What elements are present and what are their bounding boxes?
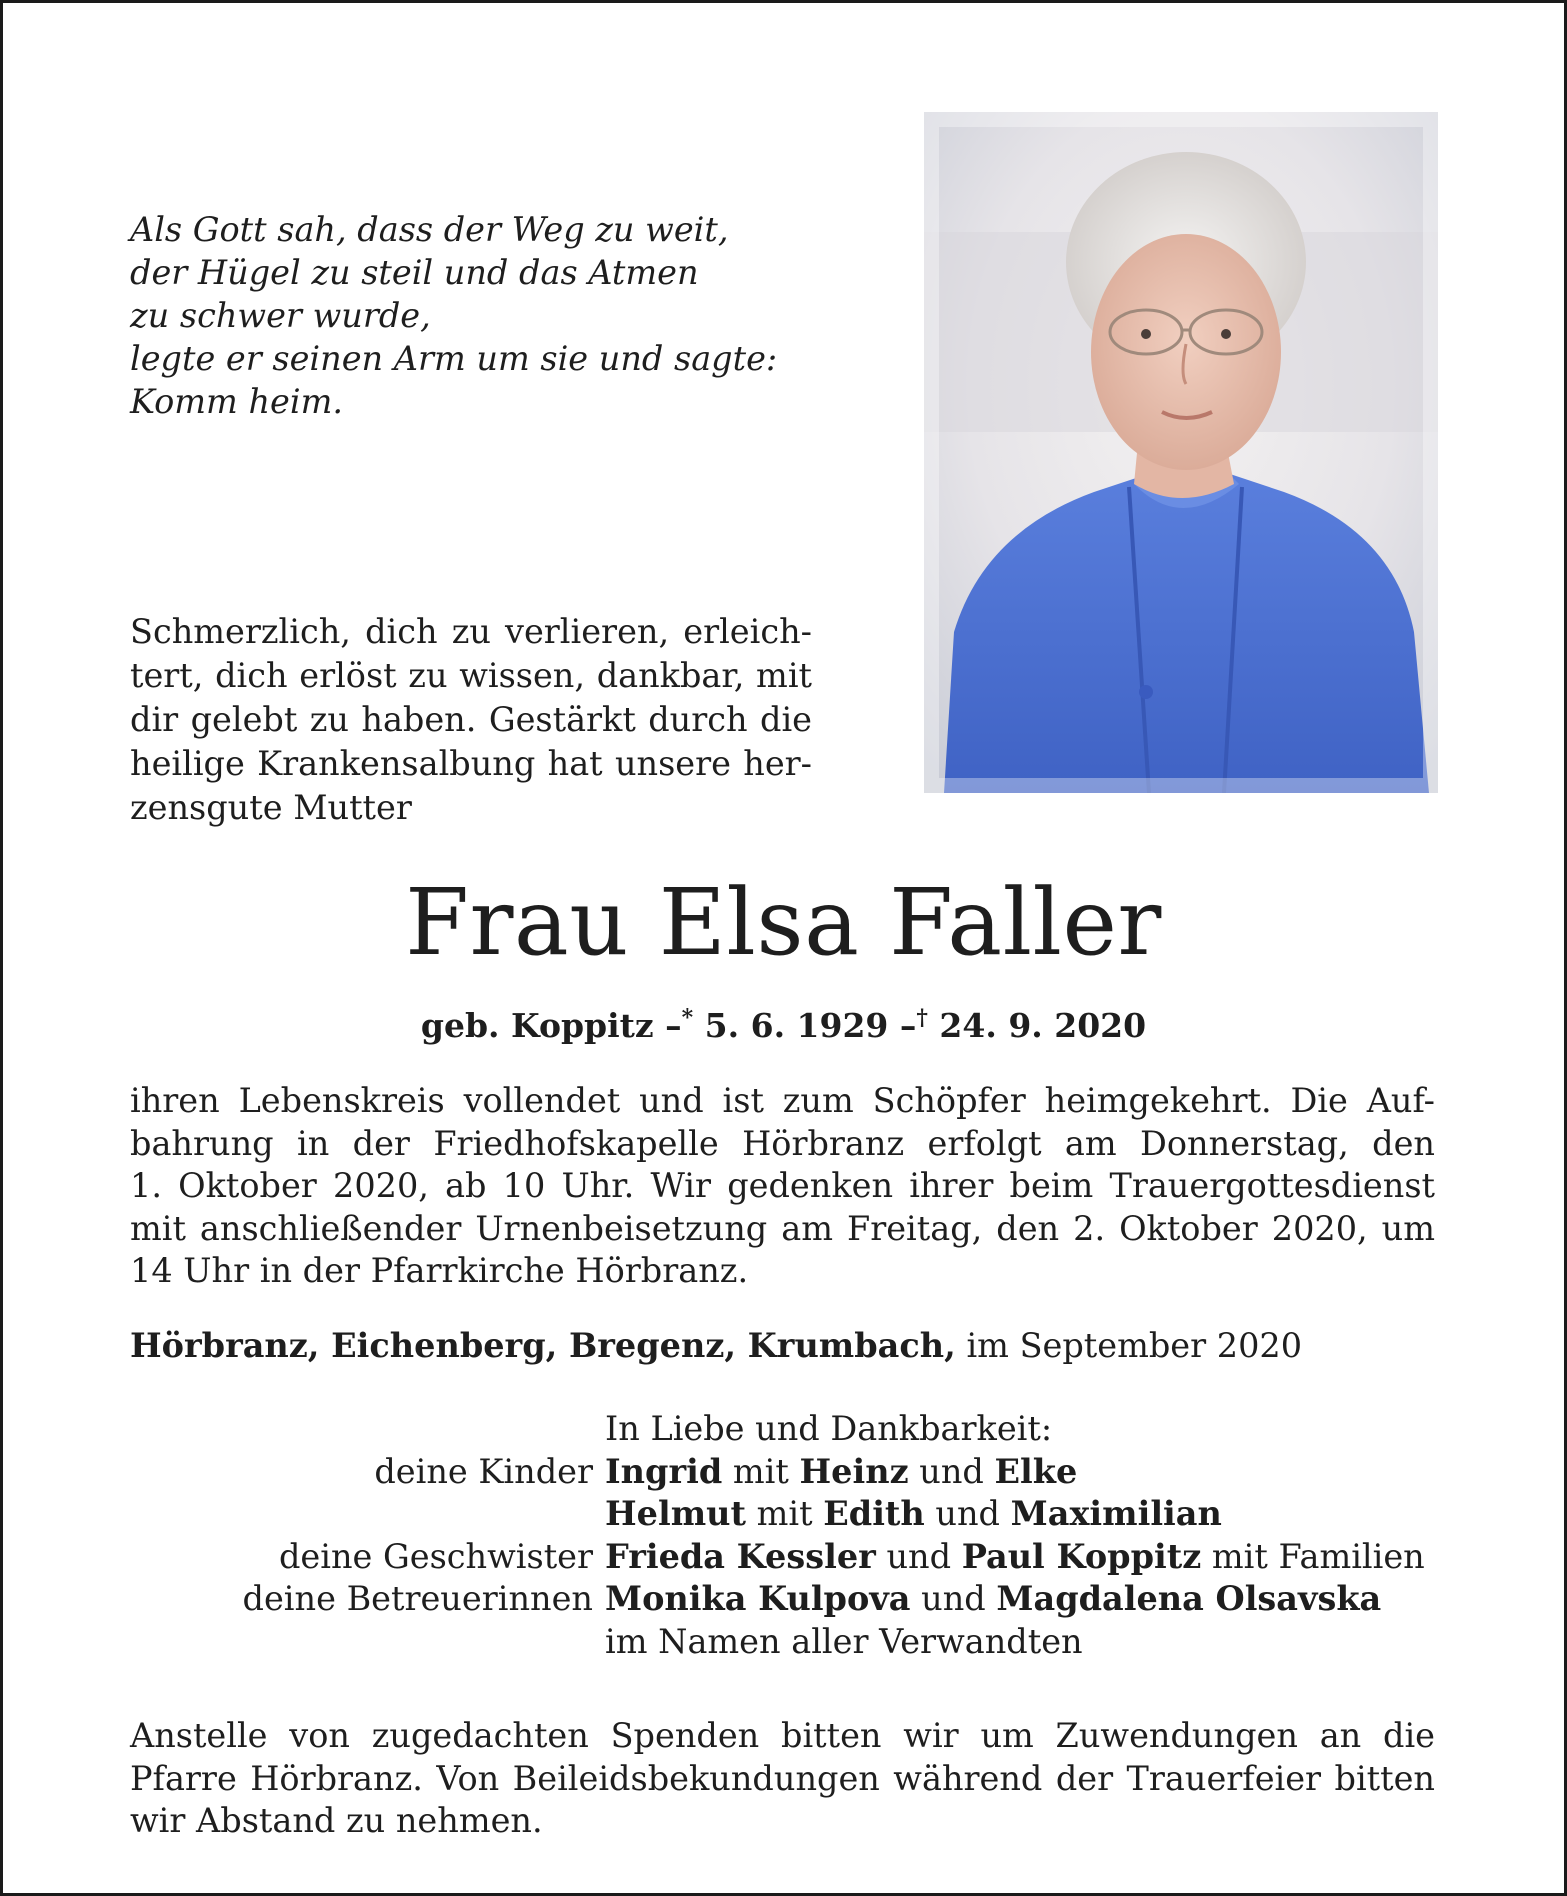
closing-note xyxy=(130,1715,1435,1843)
relatives-note: im Namen aller Verwandten xyxy=(605,1621,1083,1661)
portrait-illustration xyxy=(924,112,1438,793)
carers-row xyxy=(130,1578,1435,1621)
details-line: 14 Uhr in der Pfarrkirche Hörbranz. xyxy=(130,1251,749,1290)
closing-line: Anstelle von zugedachten Spenden bitten wir um Zuwendungen an die xyxy=(130,1716,1435,1755)
poem-line: zu schwer wurde, xyxy=(130,296,431,335)
connector: und xyxy=(886,1536,952,1576)
mourners-list xyxy=(130,1408,1435,1663)
mourners-heading-row xyxy=(130,1408,1435,1451)
birth-death-line xyxy=(0,996,1567,1048)
closing-line: wir Abstand zu nehmen. xyxy=(130,1801,543,1840)
intro-line: tert, dich erlöst zu wissen, dankbar, mit xyxy=(130,656,812,695)
separator: – xyxy=(899,1006,917,1045)
spouse-name: Heinz xyxy=(799,1451,909,1491)
carer-name: Monika Kulpova xyxy=(605,1579,911,1618)
connector: und xyxy=(921,1579,986,1618)
intro-paragraph xyxy=(130,610,812,830)
grandchild-name: Maximilian xyxy=(1010,1494,1222,1533)
poem-line: der Hügel zu steil und das Atmen xyxy=(130,253,699,292)
funeral-details xyxy=(130,1080,1435,1293)
relatives-row xyxy=(130,1621,1435,1664)
death-date: 24. 9. 2020 xyxy=(939,1006,1147,1045)
connector: mit xyxy=(756,1494,813,1533)
carer-name: Magdalena Olsavska xyxy=(996,1579,1382,1618)
birth-symbol: * xyxy=(681,1005,694,1031)
siblings-label: deine Geschwister xyxy=(278,1536,593,1576)
details-line: ihren Lebenskreis vollendet und ist zum Schöpfer heimgekehrt. Die Auf- xyxy=(130,1081,1435,1120)
details-line: 1. Oktober 2020, ab 10 Uhr. Wir gedenken ihrer beim Trauergottesdienst xyxy=(130,1166,1435,1205)
connector: mit Familien xyxy=(1211,1536,1425,1576)
maiden-name: geb. Koppitz xyxy=(420,1006,654,1045)
closing-line: Pfarre Hörbranz. Von Beileidsbekundungen während der Trauerfeier bitten xyxy=(130,1758,1435,1798)
place-month: im September 2020 xyxy=(966,1326,1303,1365)
details-line: mit anschließender Urnenbeisetzung am Freitag, den 2. Oktober 2020, um xyxy=(130,1208,1435,1248)
death-symbol: † xyxy=(916,1005,928,1031)
poem-line: legte er seinen Arm um sie und sagte: xyxy=(130,339,778,378)
connector: und xyxy=(919,1451,984,1491)
mourners-heading: In Liebe und Dankbarkeit: xyxy=(605,1409,1053,1448)
intro-line: Schmerzlich, dich zu verlieren, erleich- xyxy=(130,612,812,651)
spouse-name: Edith xyxy=(823,1494,925,1533)
separator: – xyxy=(665,1006,682,1045)
details-line: bahrung in der Friedhofskapelle Hörbranz erfolgt am Donnerstag, den xyxy=(130,1123,1435,1163)
poem-line: Komm heim. xyxy=(130,382,344,421)
place-towns: Hörbranz, Eichenberg, Bregenz, Krumbach, xyxy=(130,1326,956,1365)
carers-label: deine Betreuerinnen xyxy=(242,1579,593,1618)
connector: und xyxy=(935,1494,1001,1533)
grandchild-name: Elke xyxy=(994,1451,1078,1491)
intro-line: heilige Krankensalbung hat unsere her- xyxy=(130,744,812,783)
portrait-photo xyxy=(924,112,1438,793)
connector: mit xyxy=(732,1451,789,1491)
poem-line: Als Gott sah, dass der Weg zu weit, xyxy=(130,210,729,249)
siblings-row xyxy=(130,1536,1435,1579)
deceased-name: Frau Elsa Faller xyxy=(405,869,1162,976)
children-label: deine Kinder xyxy=(374,1451,593,1491)
sibling-name: Paul Koppitz xyxy=(961,1536,1202,1576)
children-row xyxy=(130,1451,1435,1494)
intro-line: zensgute Mutter xyxy=(130,788,412,827)
intro-line: dir gelebt zu haben. Gestärkt durch die xyxy=(130,700,812,739)
birth-date: 5. 6. 1929 xyxy=(704,1006,889,1045)
sibling-name: Frieda Kessler xyxy=(605,1536,876,1576)
children-row-2 xyxy=(130,1493,1435,1536)
child-name: Helmut xyxy=(605,1494,746,1533)
place-date xyxy=(130,1324,1302,1368)
memorial-poem xyxy=(130,208,780,423)
child-name: Ingrid xyxy=(605,1451,723,1491)
